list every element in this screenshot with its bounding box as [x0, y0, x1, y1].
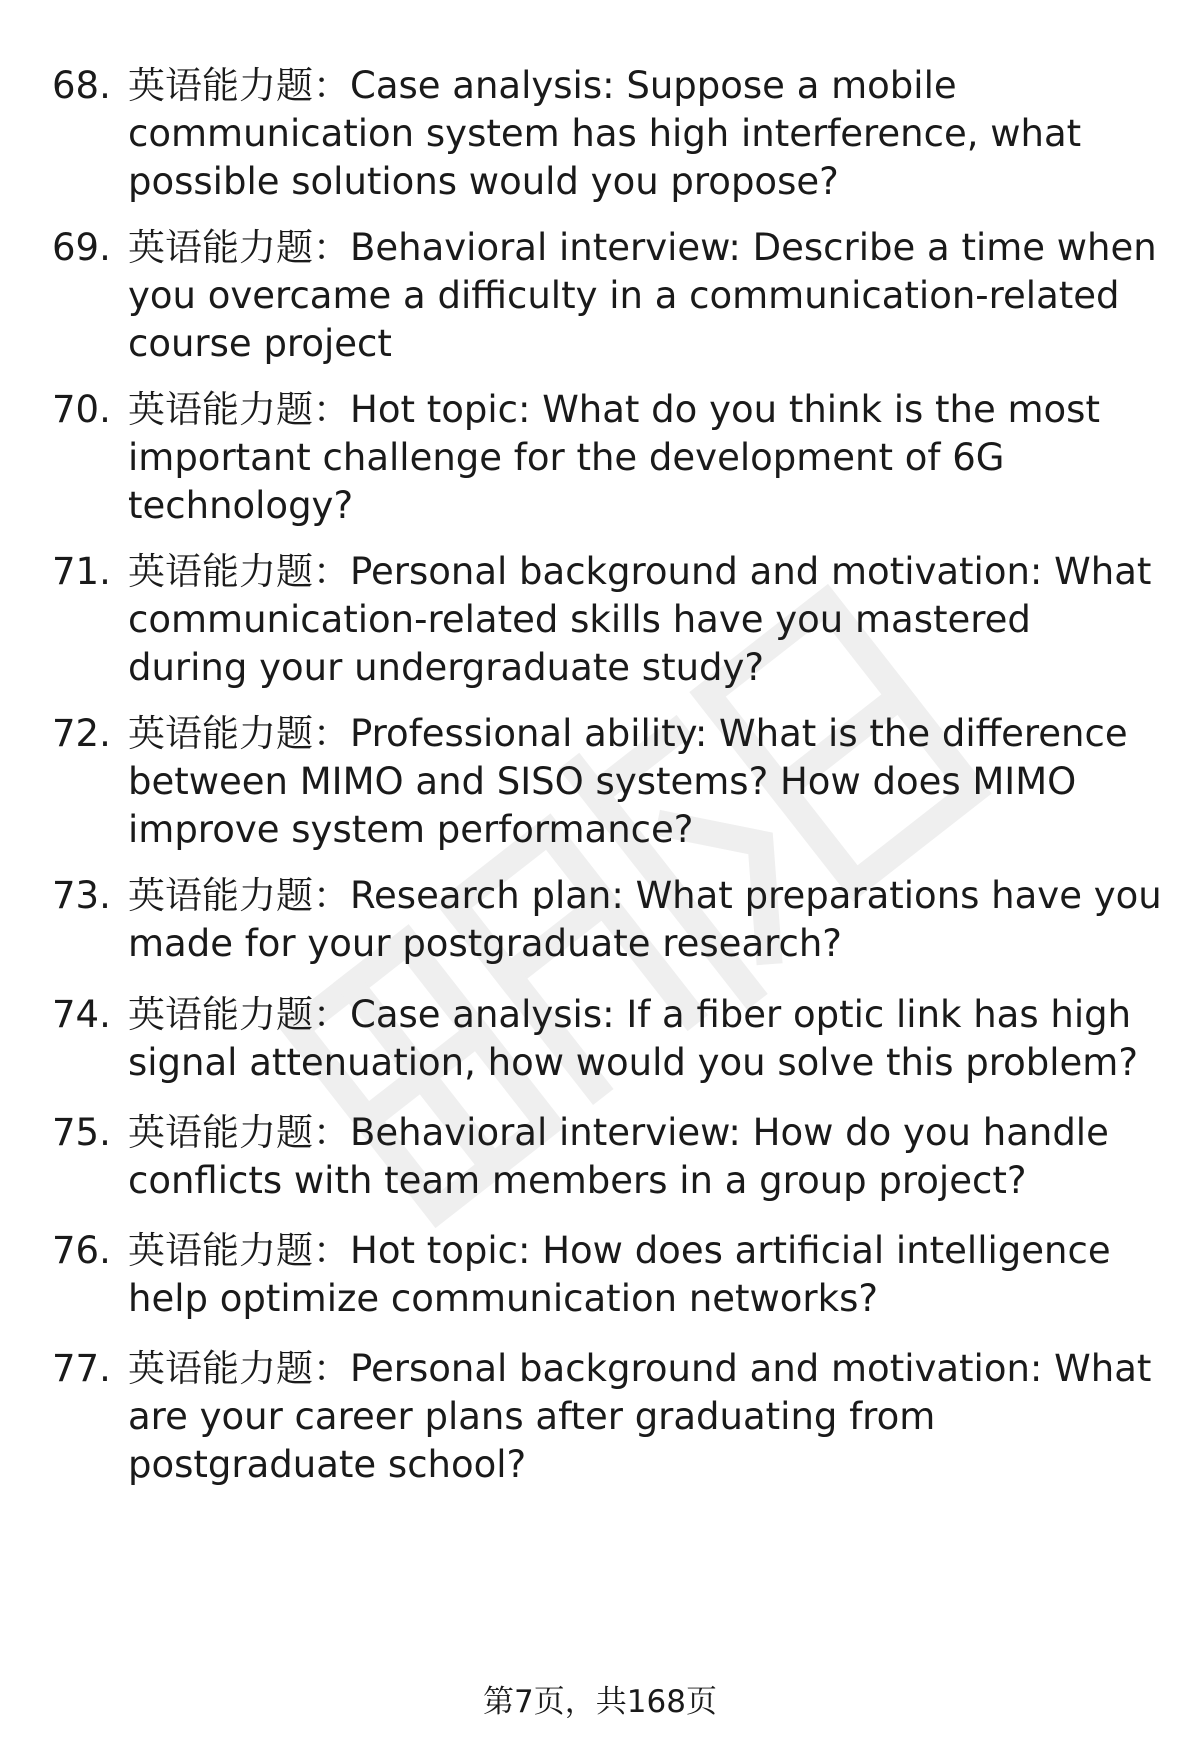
question-item [52, 548, 1162, 692]
question-text: Case analysis: If a fiber optic link has high signal attenuation, how would you solve this problem? [128, 993, 1138, 1084]
question-item [52, 1345, 1162, 1489]
question-text: Hot topic: What do you think is the most important challenge for the development of 6G technology? [128, 388, 1100, 527]
page-footer: 第7页，共168页 [483, 1684, 717, 1720]
question-body [128, 1109, 1162, 1205]
question-number: 71. [52, 550, 111, 593]
question-body [128, 224, 1162, 368]
question-text: Professional ability: What is the difference between MIMO and SISO systems? How does MIMO improve system performance? [128, 712, 1128, 851]
question-category-label: 英语能力题： [128, 388, 350, 431]
question-text: Behavioral interview: How do you handle conflicts with team members in a group project? [128, 1111, 1109, 1202]
question-item [52, 1109, 1162, 1205]
question-text: Personal background and motivation: What communication-related skills have you mastered during your undergraduate study? [128, 550, 1152, 689]
question-text: Research plan: What preparations have you made for your postgraduate research? [128, 874, 1162, 965]
question-number: 70. [52, 388, 111, 431]
question-body [128, 1227, 1162, 1323]
question-item [52, 62, 1162, 206]
question-number: 76. [52, 1229, 111, 1272]
question-category-label: 英语能力题： [128, 1111, 350, 1154]
question-item [52, 710, 1162, 854]
question-number: 69. [52, 226, 111, 269]
question-category-label: 英语能力题： [128, 993, 350, 1036]
question-body [128, 710, 1162, 854]
question-item [52, 991, 1162, 1087]
question-text: Personal background and motivation: What are your career plans after graduating from postgraduate school? [128, 1347, 1152, 1486]
question-number: 75. [52, 1111, 111, 1154]
question-body [128, 386, 1162, 530]
question-body [128, 1345, 1162, 1489]
question-category-label: 英语能力题： [128, 226, 350, 269]
question-category-label: 英语能力题： [128, 874, 350, 917]
question-number: 72. [52, 712, 111, 755]
question-category-label: 英语能力题： [128, 1229, 350, 1272]
question-number: 77. [52, 1347, 111, 1390]
question-item [52, 872, 1162, 968]
question-number: 74. [52, 993, 111, 1036]
question-text: Case analysis: Suppose a mobile communication system has high interference, what possible solutions would you propose? [128, 64, 1082, 203]
question-text: Hot topic: How does artificial intelligence help optimize communication networks? [128, 1229, 1111, 1320]
question-body [128, 548, 1162, 692]
question-number: 73. [52, 874, 111, 917]
question-body [128, 991, 1162, 1087]
question-body [128, 62, 1162, 206]
question-item [52, 1227, 1162, 1323]
question-category-label: 英语能力题： [128, 550, 350, 593]
question-category-label: 英语能力题： [128, 64, 350, 107]
question-item [52, 224, 1162, 368]
question-item [52, 386, 1162, 530]
question-text: Behavioral interview: Describe a time when you overcame a difficulty in a communication-related course project [128, 226, 1157, 365]
question-category-label: 英语能力题： [128, 1347, 350, 1390]
question-body [128, 872, 1162, 968]
question-number: 68. [52, 64, 111, 107]
question-category-label: 英语能力题： [128, 712, 350, 755]
